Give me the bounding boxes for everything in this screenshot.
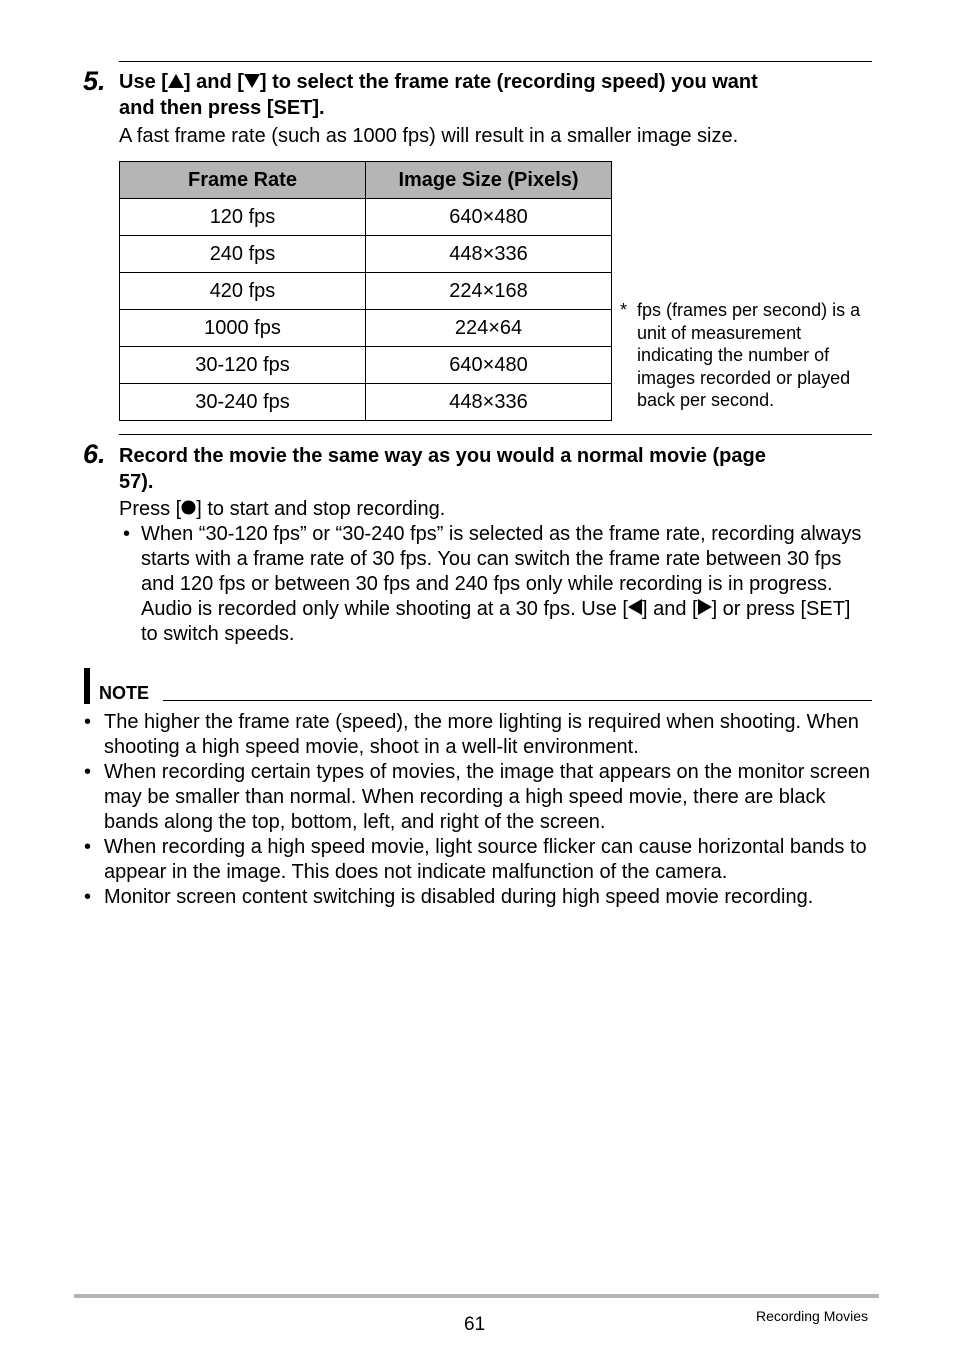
- bullet-part1: When “30-120 fps” or “30-240 fps” is selected as the frame rate, recording always starts with a frame rate of 30 fps. You can switch the frame rate between 30 fps and 120 fps or between 30 fps and 240 fps only while recording is in progress. Audio is recorded only while shooting at a 30 fps. Use [: [141, 523, 862, 620]
- right-triangle-icon: [698, 597, 712, 622]
- table-row: [120, 236, 612, 273]
- table-cell-frame-rate: 420 fps: [120, 273, 366, 310]
- footnote-text: fps (frames per second) is a unit of measurement indicating the number of images recorded or played back per second.: [637, 300, 861, 410]
- note-label: NOTE: [99, 683, 150, 703]
- step6-bullet-text: [141, 522, 871, 647]
- press-post: ] to start and stop recording.: [196, 498, 446, 520]
- table-cell-frame-rate: 30-240 fps: [120, 384, 366, 421]
- step5-description: A fast frame rate (such as 1000 fps) will result in a smaller image size.: [119, 125, 739, 147]
- table-cell-image-size: 448×336: [366, 384, 612, 421]
- note-item: [84, 885, 874, 910]
- bullet-marker: •: [84, 886, 92, 908]
- table-cell-image-size: 640×480: [366, 199, 612, 236]
- note-item-text: Monitor screen content switching is disabled during high speed movie recording.: [104, 886, 814, 908]
- table-row: [120, 273, 612, 310]
- note-item: [84, 835, 874, 885]
- step6-heading: [119, 443, 879, 495]
- section-name: Recording Movies: [756, 1308, 869, 1324]
- footer-rule: [74, 1294, 879, 1298]
- step5-heading-pre: Use [: [119, 71, 168, 93]
- table-cell-frame-rate: 1000 fps: [120, 310, 366, 347]
- table-header-image-size: Image Size (Pixels): [366, 162, 612, 199]
- table-header-row: [120, 162, 612, 199]
- note-item-text: When recording certain types of movies, the image that appears on the monitor screen may be smaller than normal. When recording a high speed movie, there are black bands along the top, bottom, left, and right of the screen.: [104, 761, 870, 833]
- step6-bullet: [119, 522, 871, 647]
- up-triangle-icon: [168, 69, 184, 95]
- note-rule: [163, 700, 872, 701]
- table-cell-frame-rate: 240 fps: [120, 236, 366, 273]
- step5-top-rule: [119, 61, 872, 62]
- table-cell-image-size: 224×168: [366, 273, 612, 310]
- table-cell-frame-rate: 30-120 fps: [120, 347, 366, 384]
- table-row: [120, 347, 612, 384]
- bullet-marker: •: [84, 761, 92, 783]
- step5-heading-line2: and then press [SET].: [119, 97, 325, 119]
- page-number: 61: [464, 1314, 486, 1335]
- note-list: [84, 710, 874, 910]
- step5-heading: [119, 69, 879, 121]
- press-pre: Press [: [119, 498, 182, 520]
- note-item-text: The higher the frame rate (speed), the more lighting is required when shooting. When shooting a high speed movie, shoot in a well-lit environment.: [104, 711, 859, 758]
- step5-heading-post: ] to select the frame rate (recording speed) you want: [259, 71, 758, 93]
- note-item: [84, 710, 874, 760]
- table-row: [120, 199, 612, 236]
- note-item: [84, 760, 874, 835]
- table-cell-image-size: 640×480: [366, 347, 612, 384]
- step5-heading-mid: ] and [: [183, 71, 244, 93]
- bullet-marker: •: [84, 711, 92, 733]
- table-cell-frame-rate: 120 fps: [120, 199, 366, 236]
- bullet-marker: •: [123, 523, 131, 545]
- record-dot-icon: [181, 497, 196, 522]
- step6-heading-line1: Record the movie the same way as you would a normal movie (page: [119, 445, 766, 467]
- step6-top-rule: [119, 434, 872, 435]
- note-bar: [84, 668, 90, 704]
- left-triangle-icon: [628, 597, 642, 622]
- table-cell-image-size: 448×336: [366, 236, 612, 273]
- step6-press-instruction: [119, 497, 879, 522]
- bullet-part2: ] and [: [641, 598, 698, 620]
- note-item-text: When recording a high speed movie, light source flicker can cause horizontal bands to appear in the image. This does not indicate malfunction of the camera.: [104, 836, 867, 883]
- step5-number: 5.: [83, 66, 106, 96]
- table-header-frame-rate: Frame Rate: [120, 162, 366, 199]
- step6-heading-line2: 57).: [119, 471, 154, 493]
- table-cell-image-size: 224×64: [366, 310, 612, 347]
- table-row: [120, 384, 612, 421]
- bullet-marker: •: [84, 836, 92, 858]
- table-row: [120, 310, 612, 347]
- footnote-marker: *: [620, 300, 628, 320]
- down-triangle-icon: [244, 69, 260, 95]
- step6-number: 6.: [83, 439, 106, 469]
- bullet-part3: ] or press [SET] to switch speeds.: [141, 598, 851, 645]
- frame-rate-table: [119, 161, 612, 421]
